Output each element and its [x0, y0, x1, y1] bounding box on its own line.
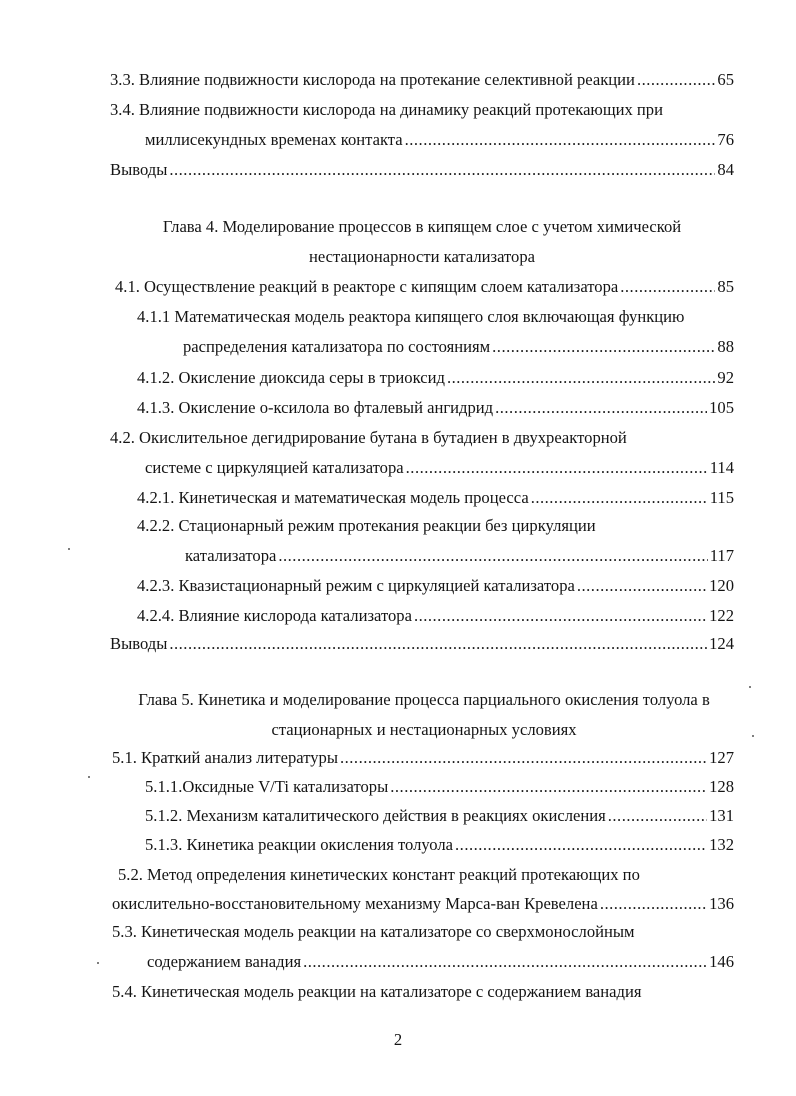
toc-entry-title: содержанием ванадия: [147, 952, 302, 971]
toc-page-number: 105: [709, 398, 734, 417]
toc-entry-title: миллисекундных временах контакта: [145, 130, 403, 149]
toc-leader-dots: [620, 275, 715, 299]
toc-leader-dots: [406, 456, 708, 480]
toc-entry-title: 4.2.4. Влияние кислорода катализатора: [137, 606, 412, 625]
toc-entry-title: 5.1.3. Кинетика реакции окисления толуола: [145, 835, 454, 854]
toc-page-number: 127: [709, 748, 734, 767]
toc-leader-dots: [577, 574, 707, 598]
toc-page-number: 136: [709, 894, 734, 913]
toc-entry-title: 3.3. Влияние подвижности кислорода на протекание селективной реакции: [110, 70, 635, 89]
toc-page-number: 146: [709, 952, 734, 971]
toc-entry-conclusions-4: [110, 632, 734, 656]
toc-leader-dots: [414, 604, 707, 628]
toc-entry-5-1: [112, 746, 734, 770]
toc-page-number: 76: [717, 130, 734, 149]
toc-entry-4-2-line1: 4.2. Окислительное дегидрирование бутана в бутадиен в двухреакторной: [110, 428, 627, 447]
toc-entry-5-4-line1: 5.4. Кинетическая модель реакции на катализаторе с содержанием ванадия: [112, 982, 642, 1001]
toc-entry-5-3-line1: 5.3. Кинетическая модель реакции на катализаторе со сверхмонослойным: [112, 922, 635, 941]
toc-leader-dots: [495, 396, 707, 420]
toc-entry-5-1-2: [145, 804, 734, 828]
toc-entry-5-2-line2: [112, 892, 734, 916]
scan-speck: [97, 962, 99, 964]
toc-entry-5-2-line1: 5.2. Метод определения кинетических констант реакций протекающих по: [118, 865, 640, 884]
chapter-4-title-line2: нестационарности катализатора: [308, 247, 536, 266]
toc-entry-title: 5.1.1.Оксидные V/Ti катализаторы: [145, 777, 389, 796]
toc-entry-title: 4.1.3. Окисление о-ксилола во фталевый ангидрид: [137, 398, 494, 417]
toc-entry-4-1-1-line2: [183, 335, 734, 359]
toc-entry-4-1-2: [137, 366, 734, 390]
toc-leader-dots: [455, 833, 707, 857]
toc-leader-dots: [303, 950, 707, 974]
toc-entry-title: распределения катализатора по состояниям: [183, 337, 491, 356]
chapter-5-title-line1: Глава 5. Кинетика и моделирование процесса парциального окисления толуола в: [138, 690, 710, 709]
toc-page-number: 128: [709, 777, 734, 796]
toc-page-number: 114: [709, 458, 734, 477]
toc-entry-4-2-3: [137, 574, 734, 598]
toc-entry-5-1-3: [145, 833, 734, 857]
toc-leader-dots: [447, 366, 715, 390]
toc-entry-title: 5.1. Краткий анализ литературы: [112, 748, 338, 767]
toc-entry-conclusions-3: [110, 158, 734, 182]
toc-entry-4-1-1-line1: 4.1.1 Математическая модель реактора кипящего слоя включающая функцию: [137, 307, 685, 326]
toc-entry-4-2-4: [137, 604, 734, 628]
toc-entry-4-2-line2: [145, 456, 734, 480]
toc-leader-dots: [637, 68, 715, 92]
toc-page-number: 65: [717, 70, 734, 89]
toc-page-number: 131: [709, 806, 734, 825]
toc-leader-dots: [608, 804, 707, 828]
scan-speck: [752, 735, 754, 737]
toc-entry-4-1-3: [137, 396, 734, 420]
page-number: 2: [393, 1030, 403, 1049]
toc-entry-3-4-line2: [145, 128, 734, 152]
toc-entry-5-3-line2: [147, 950, 734, 974]
toc-entry-4-2-1: [137, 486, 734, 510]
toc-entry-title: окислительно-восстановительному механизму Марса-ван Кревелена: [112, 894, 598, 913]
toc-entry-title: Выводы: [110, 634, 168, 653]
chapter-4-title-line1: Глава 4. Моделирование процессов в кипящем слое с учетом химической: [162, 217, 682, 236]
toc-entry-title: Выводы: [110, 160, 168, 179]
toc-entry-title: 4.2.1. Кинетическая и математическая модель процесса: [137, 488, 529, 507]
toc-entry-3-4-line1: 3.4. Влияние подвижности кислорода на динамику реакций протекающих при: [110, 100, 663, 119]
toc-entry-4-2-2-line1: 4.2.2. Стационарный режим протекания реакции без циркуляции: [137, 516, 596, 535]
toc-entry-3-3: [110, 68, 734, 92]
toc-leader-dots: [600, 892, 707, 916]
toc-entry-4-1: [115, 275, 734, 299]
toc-entry-title: системе с циркуляцией катализатора: [145, 458, 404, 477]
toc-page-number: 117: [709, 546, 734, 565]
toc-leader-dots: [169, 158, 715, 182]
toc-entry-4-2-2-line2: [185, 544, 734, 568]
toc-entry-title: 5.1.2. Механизм каталитического действия в реакциях окисления: [145, 806, 606, 825]
scan-speck: [88, 776, 90, 778]
toc-page-number: 120: [709, 576, 734, 595]
toc-page-number: 122: [709, 606, 734, 625]
toc-entry-5-1-1: [145, 775, 734, 799]
toc-page-number: 115: [709, 488, 734, 507]
toc-page-number: 85: [717, 277, 734, 296]
toc-leader-dots: [492, 335, 715, 359]
toc-page-number: 92: [717, 368, 734, 387]
toc-leader-dots: [278, 544, 707, 568]
toc-entry-title: 4.1. Осуществление реакций в реакторе с кипящим слоем катализатора: [115, 277, 619, 296]
toc-page-number: 124: [709, 634, 734, 653]
toc-entry-title: 4.1.2. Окисление диоксида серы в триоксид: [137, 368, 445, 387]
toc-leader-dots: [340, 746, 707, 770]
toc-page-number: 88: [717, 337, 734, 356]
scan-speck: [749, 686, 751, 688]
toc-leader-dots: [169, 632, 707, 656]
scan-speck: [68, 548, 70, 550]
toc-leader-dots: [390, 775, 707, 799]
toc-leader-dots: [405, 128, 716, 152]
toc-entry-title: 4.2.3. Квазистационарный режим с циркуляцией катализатора: [137, 576, 575, 595]
chapter-5-title-line2: стационарных и нестационарных условиях: [271, 720, 577, 739]
toc-page-number: 132: [709, 835, 734, 854]
toc-entry-title: катализатора: [185, 546, 277, 565]
toc-leader-dots: [531, 486, 708, 510]
toc-page-number: 84: [717, 160, 734, 179]
